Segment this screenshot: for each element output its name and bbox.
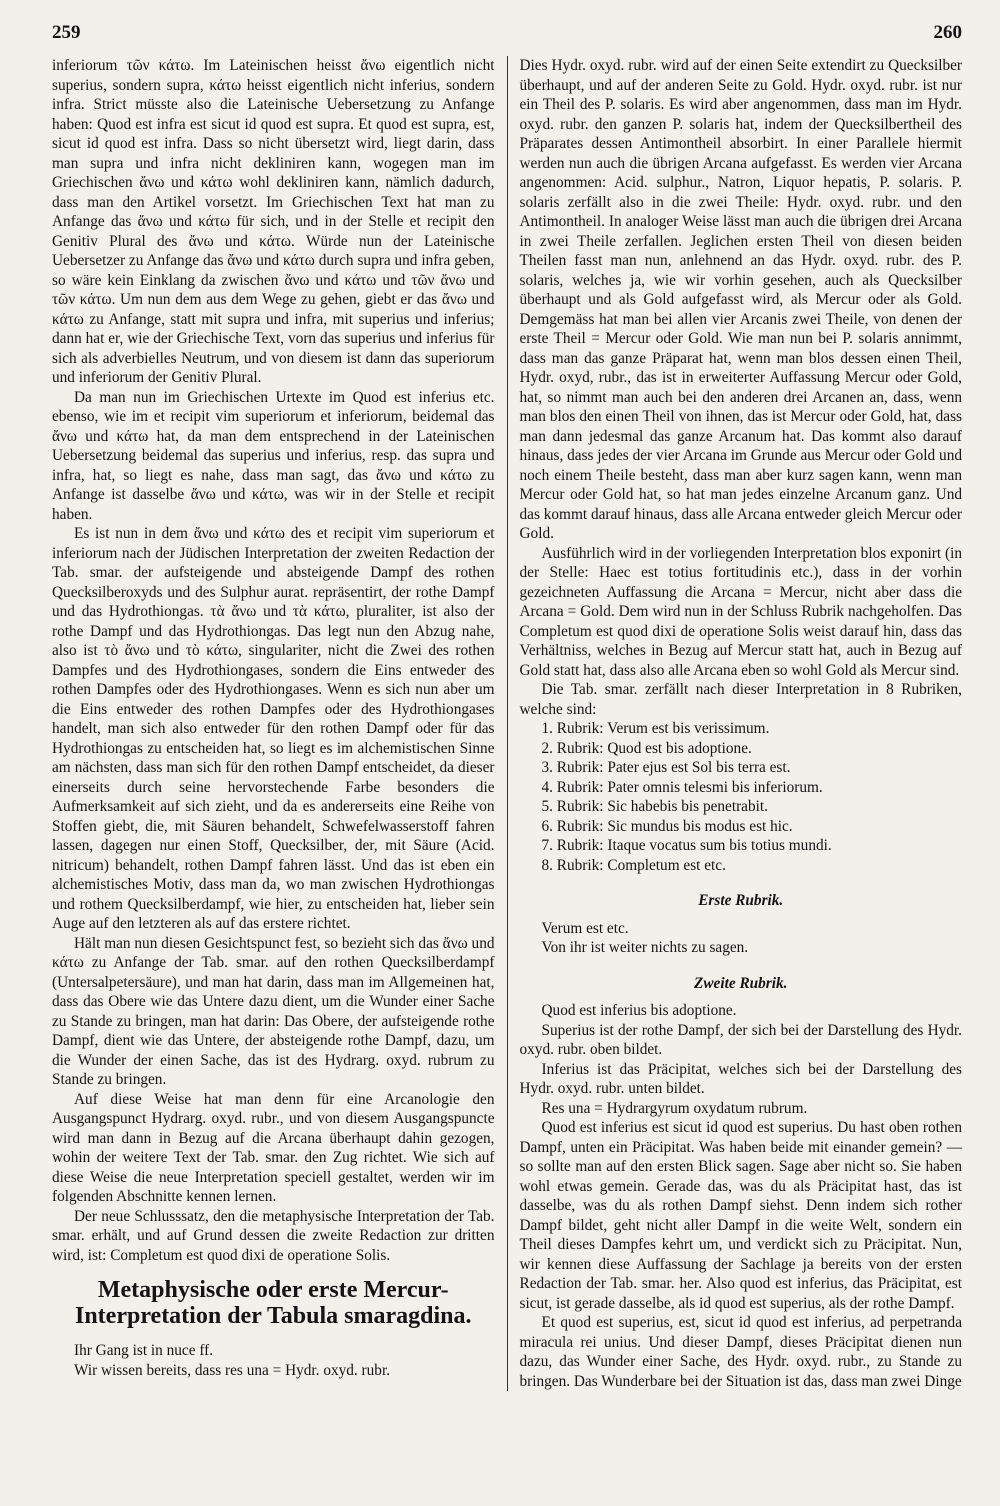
paragraph: Quod est inferius bis adoptione. xyxy=(541,1002,737,1019)
rubric-list xyxy=(520,719,963,875)
page-number-row xyxy=(52,22,962,56)
paragraph: Auf diese Weise hat man denn für eine Arcanologie den Ausgangspunct Hydrarg. oxyd. rubr., und von diesem Ausgangspuncte wird man dann in Bezug auf die Arcana überhaupt dahin gezogen, wohin der weitere Text der Tab. smar. den Zug richtet. Wie sich auf diese Weise die neue Interpretation speciell gestaltet, werden wir im folgenden Abschnitte kennen lernen. xyxy=(52,1090,495,1205)
paragraph: Ausführlich wird in der vorliegenden Interpretation blos exponirt (in der Stelle: Haec est totius fortitudinis etc.), dass in der vorhin gezeichneten Auffassung die Arcana = Mercur, nicht aber dass die Arcana = Gold. Dem wird nun in der Schluss Rubrik nachgeholfen. Das Completum est quod dixi de operatione Solis weist darauf hin, dass das Verhältniss, welches in Bezug auf Mercur statt hat, auch in Bezug auf Gold statt hat, dass also alle Arcana eben so wohl Gold als Mercur sind. xyxy=(519,544,962,679)
paragraph: Res una = Hydrargyrum oxydatum rubrum. xyxy=(541,1099,808,1117)
paragraph: Dies Hydr. oxyd. rubr. wird auf der einen Seite extendirt zu Quecksilber überhaupt, und auf der anderen Seite zu Gold. Hydr. oxyd. rubr. ist nur ein Theil des P. solaris. Es wird aber angenommen, dass man im Hydr. oxyd. rubr. den ganzen P. solaris hat, indem der Quecksilbertheil des Präparates dessen Antimontheil absorbirt. In einer Parallele hiermit werden nun auch die übrigen Arcana aufgefasst. Es werden vier Arcana angenommen: Acid. sulphur., Natron, Liquor hepatis, P. solaris. P. solaris zerfällt also in die zwei Theile: Hydr. oxyd. rubr. und den Antimontheil. In analoger Weise lässt man auch die übrigen drei Arcana in zwei Theile zerfallen. Jeglichen ersten Theil von diesen beiden Theilen fasst man nun, anlehnend an das Hydr. oxyd. rubr. des P. solaris, welches ja, wie wir vorhin gesehen, auch als Quecksilber überhaupt und als Gold aufgefasst wird, als Mercur oder als Gold. Demgemäss hat man bei allen vier Arcanis zwei Theile, von denen der erste Theil = Mercur oder Gold. Wie man nun bei P. solaris annimmt, dass man das ganze Präparat hat, wenn man blos dessen einen Theil, Hydr. oxyd, rubr., das ist in erweiterter Auffassung Mercur oder Gold, hat, so nimmt man auch bei den anderen drei Arcanen an, dass, wenn man blos den einen Theil von ihnen, das ist Mercur oder Gold, hat, dass man dann jedesmal das ganze Arcanum hat. Das kommt also darauf hinaus, dass jedes der vier Arcana im Grunde aus Mercur oder Gold und noch einem Theile besteht, dass man aber kurz sagen kann, wenn man Mercur oder Gold hat, so hat man jedes einzelne Arcanum ganz. Und das kommt darauf hinaus, dass alle Arcana entweder gleich Mercur oder Gold. xyxy=(519,57,962,542)
list-item: 5. Rubrik: Sic habebis bis penetrabit. xyxy=(541,798,768,815)
paragraph: Inferius ist das Präcipitat, welches sich bei der Darstellung des Hydr. oxyd. rubr. unten bildet. xyxy=(519,1060,962,1097)
paragraph: Quod est inferius est sicut id quod est superius. Du hast oben rothen Dampf, unten ein Präcipitat. Was haben beide mit einander gemein? — so sollte man auf den ersten Blick sagen. Sage aber nicht so. Sie haben wohl etwas gemein. Gerade das, was du als Präcipitat hast, das ist dasselbe, was du als rothen Dampf siehst. Denn indem sich rother Dampf bildet, geht nicht aller Dampf in die weite Welt, sondern ein Theil dieses Dampfes kehrt um, und verdickt sich zu Präcipitat. Nun, wir kennen diese Auffassung der Sachlage ja bereits von der ersten Redaction der Tab. smar. her. Also quod est inferius, das Präcipitat, est sicut, ist gerade dasselbe, als id quod est superius, als der rothe Dampf. xyxy=(519,1119,962,1312)
paragraph: Superius ist der rothe Dampf, der sich bei der Darstellung des Hydr. oxyd. rubr. oben bildet. xyxy=(519,1021,962,1058)
list-item: 8. Rubrik: Completum est etc. xyxy=(541,856,726,874)
paragraph: Verum est etc. xyxy=(541,919,629,937)
paragraph: inferiorum τῶν κάτω. Im Lateinischen heisst ἄνω eigentlich nicht superius, sondern supra, κάτω heisst eigentlich nicht inferius, sondern infra. Strict müsste also die Lateinische Uebersetzung zu Anfange haben: Quod est infra est sicut id quod est supra. Et quod est supra, est, sicut id quod est infra. Dass so nicht übersetzt wird, liegt darin, dass man supra und infra nicht dekliniren kann, wogegen man im Griechischen ἄνω und κάτω wohl dekliniren kann, nämlich dadurch, dass man den Artikel vorsetzt. Im Griechischen Text hat man zu Anfange das ἄνω und κάτω für sich, und in der Stelle et recipit den Genitiv Plural des ἄνω und κάτω. Würde nun der Lateinische Uebersetzer zu Anfange das ἄνω und κάτω durch supra und infra geben, so wäre kein Einklang da zwischen ἄνω und κάτω und τῶν ἄνω und τῶν κάτω. Um nun dem aus dem Wege zu gehen, giebt er das ἄνω und κάτω zu Anfange, statt mit supra und infra, mit superius und inferius; dann hat er, wie der Griechische Text, vorn das superius und inferius für sich als adverbielles Neutrum, und von diesem ist dann das superiorum und inferiorum der Genitiv Plural. xyxy=(52,57,495,386)
page-number-right: 260 xyxy=(933,22,962,43)
right-column xyxy=(507,56,963,1391)
text-columns xyxy=(52,56,962,1391)
list-item: 6. Rubrik: Sic mundus bis modus est hic. xyxy=(541,817,793,835)
paragraph: Et quod est superius, est, sicut id quod est inferius, ad perpetranda miracula rei unius. Und dieser Dampf, dieses Präcipitat dienen nun dazu, das Wunder einer Sache, des Hydr. oxyd. rubr., zu Stande zu bringen. Das Wunderbare bei der Situation ist das, dass man zwei Dinge xyxy=(519,1314,962,1390)
paragraph: Wir wissen bereits, dass res una = Hydr. oxyd. rubr. xyxy=(74,1361,391,1379)
list-item: 7. Rubrik: Itaque vocatus sum bis totius mundi. xyxy=(541,837,832,854)
paragraph: Es ist nun in dem ἄνω und κάτω des et recipit vim superiorum et inferiorum nach der Jüdischen Interpretation der zweiten Redaction der Tab. smar. der aufsteigende und absteigende Dampf des rothen Quecksilberoxyds und des Sulphur aurat. repräsentirt, der rothe Dampf und das Hydrothiongas. τὰ ἄνω und τὰ κάτω, pluraliter, ist also der rothe Dampf und das Hydrothiongas. Das legt nun den Abzug nahe, also ist τὸ ἄνω und τὸ κάτω, singulariter, nicht die Zwei des rothen Dampfes und des Hydrothiongases, sondern die Eins entweder des rothen Dampfes oder des Hydrothiongases. Wenn es sich nun aber um die Eins entweder des rothen Dampfes oder des Hydrothiongases handelt, man sich also entweder für den rothen Dampf oder für das Hydrothiongas zu entscheiden hat, so liegt es im alchemistischen Sinne am nächsten, dass man sich für den rothen Dampf entscheidet, da dieser einerseits durch seine hervorstechende Farbe besonders die Aufmerksamkeit auf sich zieht, und da es andererseits eine Reihe von Stoffen giebt, die, mit Säuren behandelt, Schwefelwasserstoff fahren lassen, dagegen nur einen Stoff, Quecksilber, der, mit Säure (Acid. nitricum) behandelt, rothen Dampf fahren lässt. Und das ist eben ein alchemistisches Motiv, dass man da, wo man zwischen Hydrothiongas und rothem Quecksilberdampf, wie hier, zu entscheiden hat, lieber sein Auge auf den letzteren als auf das erstere richtet. xyxy=(52,525,495,932)
list-item: 4. Rubrik: Pater omnis telesmi bis inferiorum. xyxy=(541,778,823,796)
subsection-heading: Zweite Rubrik. xyxy=(694,974,788,992)
paragraph: Der neue Schlusssatz, den die metaphysische Interpretation der Tab. smar. erhält, und auf Grund dessen die zweite Redaction zur dritten wird, ist: Completum est quod dixi de operatione Solis. xyxy=(52,1207,495,1264)
list-item: 1. Rubrik: Verum est bis verissimum. xyxy=(541,720,770,737)
paragraph: Die Tab. smar. zerfällt nach dieser Interpretation in 8 Rubriken, welche sind: xyxy=(519,681,962,718)
paragraph: Da man nun im Griechischen Urtexte im Quod est inferius etc. ebenso, wie im et recipit vim superiorum et inferiorum, beidemal das ἄνω und κάτω hat, da man dem entsprechend in der Lateinischen Uebersetzung beidemal das superius und inferius, resp. das supra und infra, hat, so liegt es nahe, dass man sagt, das ἄνω und κάτω zu Anfange ist dasselbe ἄνω und κάτω, was wir in der Stelle et recipit haben. xyxy=(52,388,495,523)
paragraph: Von ihr ist weiter nichts zu sagen. xyxy=(541,939,749,956)
paragraph: Ihr Gang ist in nuce ff. xyxy=(74,1342,214,1359)
page-number-left: 259 xyxy=(52,22,81,43)
left-column xyxy=(52,56,507,1391)
list-item: 2. Rubrik: Quod est bis adoptione. xyxy=(541,739,752,757)
subsection-heading: Erste Rubrik. xyxy=(698,892,784,909)
paragraph: Hält man nun diesen Gesichtspunct fest, so bezieht sich das ἄνω und κάτω zu Anfange der Tab. smar. auf den rothen Quecksilberdampf (Untersalpetersäure), und man hat darin, dass man im Allgemeinen hat, dass das Obere wie das Untere dazu dient, um die Wunder einer Sache zu Stande zu bringen, man hat darin: Das Obere, der aufsteigende rothe Dampf, dient wie das Untere, der absteigende rothe Dampf, dazu, um die Wunder der einen Sache, das ist des Hydrarg. oxyd. rubrum zu Stande zu bringen. xyxy=(52,934,495,1088)
section-heading: Metaphysische oder erste Mercur-Interpretation der Tabula smaragdina. xyxy=(74,1277,472,1329)
list-item: 3. Rubrik: Pater ejus est Sol bis terra est. xyxy=(541,759,791,776)
